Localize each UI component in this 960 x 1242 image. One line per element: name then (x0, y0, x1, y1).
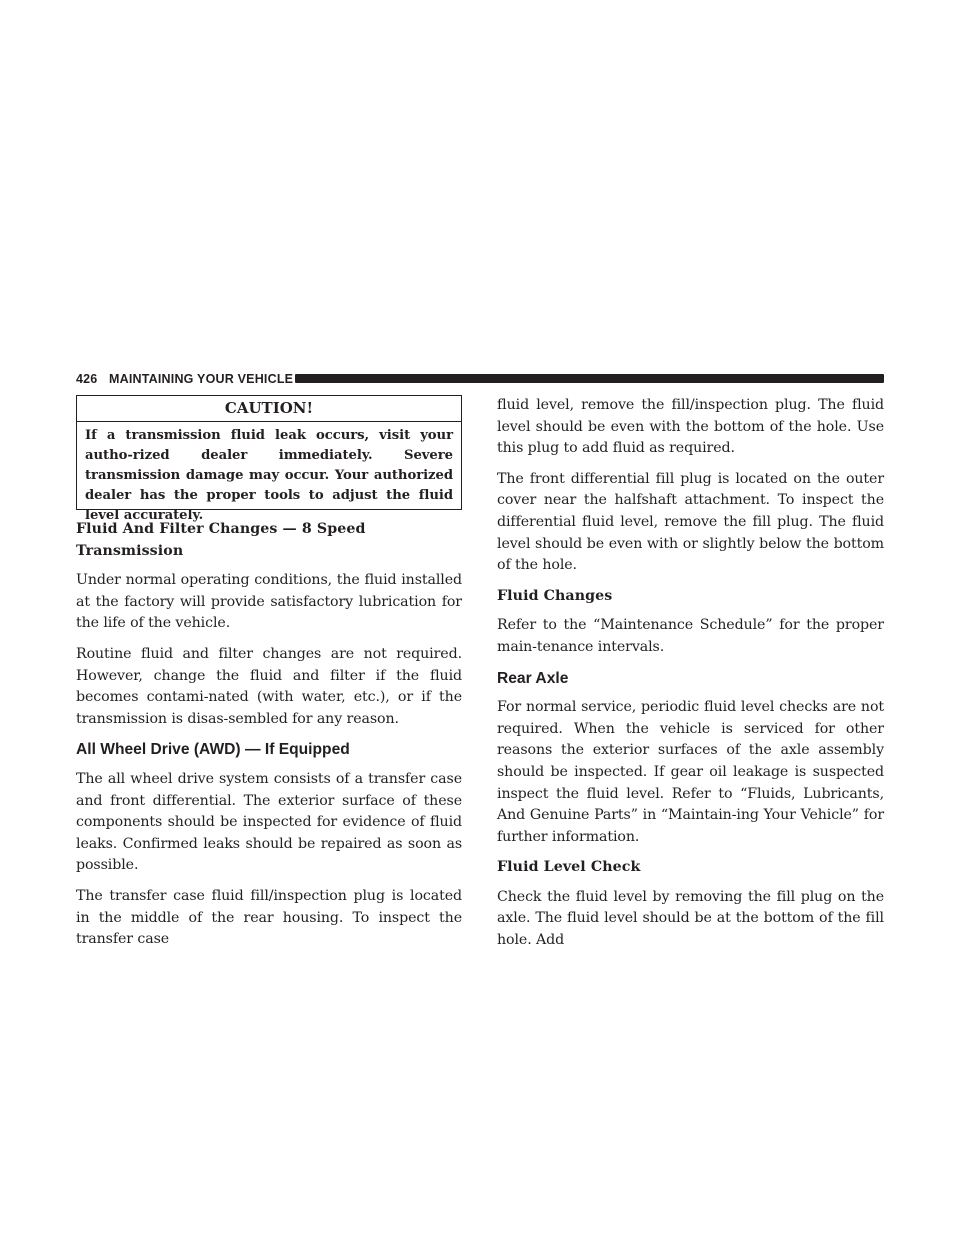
awd-heading: All Wheel Drive (AWD) — If Equipped (76, 741, 350, 759)
caution-box (76, 395, 462, 523)
fluid-filter-heading: Fluid And Filter Changes — 8 Speed Transmission (76, 521, 366, 559)
fluid-level-check-para: Check the fluid level by removing the fill plug on the axle. The fluid level should be at the bottom of the fill hole. Add (497, 888, 884, 949)
fluid-level-check-heading: Fluid Level Check (497, 859, 641, 876)
awd-para-1: The all wheel drive system consists of a transfer case and front differential. The exterior surface of these components should be inspected for evidence of fluid leaks. Confirmed leaks should be repaired as soon as possible. (76, 770, 462, 874)
rear-axle-heading: Rear Axle (497, 669, 569, 687)
fluid-filter-para-2: Routine fluid and filter changes are not required. However, change the fluid and filter if the fluid becomes contami-nated (with water, etc.), or if the transmission is disas-sembled for any reason. (76, 645, 462, 727)
section-title: MAINTAINING YOUR VEHICLE (109, 372, 294, 386)
awd-para-2: The transfer case fluid fill/inspection plug is located in the middle of the rear housing. To inspect the transfer case (76, 887, 462, 948)
front-differential-para: The front differential fill plug is located on the outer cover near the halfshaft attachment. To inspect the differential fluid level, remove the fill plug. The fluid level should be even with or slightly below the bottom of the hole. (497, 470, 884, 574)
caution-body: If a transmission fluid leak occurs, visit your autho-rized dealer immediately. Severe transmission damage may occur. Your authorized dealer has the proper tools to adjust the fluid level accurately. (85, 428, 453, 523)
fluid-changes-heading: Fluid Changes (497, 587, 613, 604)
page-header (76, 371, 884, 387)
left-column (76, 395, 462, 951)
transfer-case-continued: fluid level, remove the fill/inspection plug. The fluid level should be even with the bottom of the hole. Use this plug to add fluid as required. (497, 397, 884, 457)
header-rule (295, 374, 884, 383)
page-number: 426 (76, 372, 98, 386)
rear-axle-para: For normal service, periodic fluid level checks are not required. When the vehicle is serviced for other reasons the exterior surfaces of the axle assembly should be inspected. If gear oil leakage is suspected inspect the fluid level. Refer to “Fluids, Lubricants, And Genuine Parts” in “Maintain-ing Your Vehicle” for further information. (497, 699, 884, 845)
right-column (497, 395, 884, 952)
fluid-changes-para: Refer to the “Maintenance Schedule” for the proper main-tenance intervals. (497, 617, 884, 655)
caution-title: CAUTION! (77, 396, 461, 422)
fluid-filter-para-1: Under normal operating conditions, the fluid installed at the factory will provide satisfactory lubrication for the life of the vehicle. (76, 572, 462, 632)
